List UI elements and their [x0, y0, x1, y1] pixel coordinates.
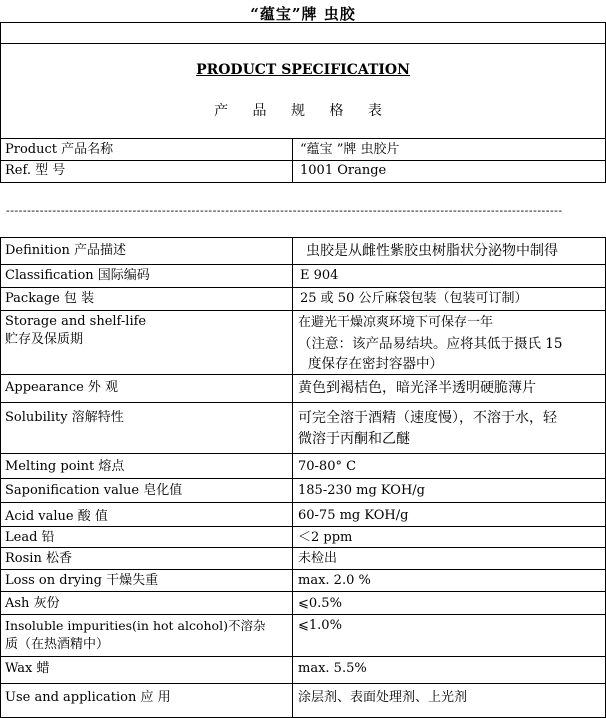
document-title: “蕴宝”牌 虫胶	[250, 5, 356, 23]
wax-label: Wax 蜡	[5, 661, 50, 676]
melting-point-value: 70-80° C	[298, 459, 357, 474]
product-table-left	[0, 138, 1, 183]
spec-title: PRODUCT SPECIFICATION	[196, 62, 410, 78]
loss-on-drying-value: max. 2.0 %	[298, 573, 371, 588]
spec-subtitle: 产 品 规 格 表	[214, 103, 392, 119]
classification-value: E 904	[300, 268, 339, 283]
spec-row-line	[0, 614, 606, 615]
product-name-value: “蕴宝 ”牌 虫胶片	[300, 142, 400, 157]
insoluble-label-cn: 质（在热酒精中）	[5, 637, 110, 652]
spec-row-line	[0, 264, 606, 265]
storage-label-cn: 贮存及保质期	[5, 332, 84, 347]
spec-row-line	[0, 478, 606, 479]
frame-left	[0, 22, 1, 138]
spec-row-line	[0, 683, 606, 684]
spec-row-line	[0, 237, 606, 238]
acid-value-value: 60-75 mg KOH/g	[298, 508, 409, 523]
spec-row-line	[0, 547, 606, 548]
spec-row-line	[0, 569, 606, 570]
spec-row-line	[0, 526, 606, 527]
storage-note: （注意：该产品易结块。应将其低于摄氏 15	[298, 336, 563, 352]
ref-value: 1001 Orange	[300, 163, 387, 178]
lead-label: Lead 铅	[5, 530, 55, 545]
ash-value: ⩽0.5%	[298, 596, 342, 611]
solubility-value: 可完全溶于酒精（速度慢），不溶于水，轻	[298, 410, 557, 426]
solubility-label: Solubility 溶解特性	[5, 410, 124, 425]
package-label: Package 包 装	[5, 291, 95, 306]
spec-row-line	[0, 453, 606, 454]
storage-value: 在避光干燥凉爽环境下可保存一年	[298, 315, 494, 330]
use-label: Use and application 应 用	[5, 690, 171, 705]
definition-label: Definition 产品描述	[5, 243, 127, 258]
ash-label: Ash 灰份	[5, 596, 60, 611]
loss-on-drying-label: Loss on drying 干燥失重	[5, 573, 159, 588]
insoluble-value: ⩽1.0%	[298, 618, 342, 633]
spec-row-line	[0, 502, 606, 503]
product-table-top	[0, 138, 606, 139]
insoluble-label: Insoluble impurities(in hot alcohol)不溶杂	[5, 618, 266, 633]
spec-row-line	[0, 402, 606, 403]
spec-row-line	[0, 591, 606, 592]
definition-value: 虫胶是从雌性紫胶虫树脂状分泌物中制得	[306, 243, 558, 259]
saponification-value: 185-230 mg KOH/g	[298, 483, 425, 498]
rosin-value: 未检出	[298, 551, 338, 566]
spec-row-line	[0, 656, 606, 657]
spec-row-line	[0, 287, 606, 288]
dashed-separator: ------------------------------------------------------------------------------------------------------------------------------------	[6, 204, 563, 217]
header-divider	[0, 43, 606, 44]
melting-point-label: Melting point 熔点	[5, 459, 125, 474]
classification-label: Classification 国际编码	[5, 268, 150, 283]
storage-note-cont: 度保存在密封容器中）	[308, 356, 443, 372]
storage-label: Storage and shelf-life	[5, 314, 147, 329]
product-table-mid	[292, 138, 293, 183]
appearance-value: 黄色到褐桔色，暗光泽半透明硬脆薄片	[298, 380, 536, 396]
spec-row-line	[0, 374, 606, 375]
product-table-row-divider	[0, 160, 606, 161]
package-value: 25 或 50 公斤麻袋包装（包装可订制）	[300, 291, 528, 306]
appearance-label: Appearance 外 观	[5, 380, 119, 395]
wax-value: max. 5.5%	[298, 661, 367, 676]
solubility-value-cont: 微溶于丙酮和乙醚	[298, 431, 410, 447]
rosin-label: Rosin 松香	[5, 551, 72, 566]
saponification-label: Saponification value 皂化值	[5, 483, 183, 498]
use-value: 涂层剂、表面处理剂、上光剂	[298, 690, 468, 705]
lead-value: ＜2 ppm	[298, 530, 353, 545]
product-name-label: Product 产品名称	[5, 142, 114, 157]
product-table-bottom	[0, 182, 606, 183]
acid-value-label: Acid value 酸 值	[5, 509, 108, 524]
spec-row-line	[0, 310, 606, 311]
ref-label: Ref. 型 号	[5, 163, 66, 178]
